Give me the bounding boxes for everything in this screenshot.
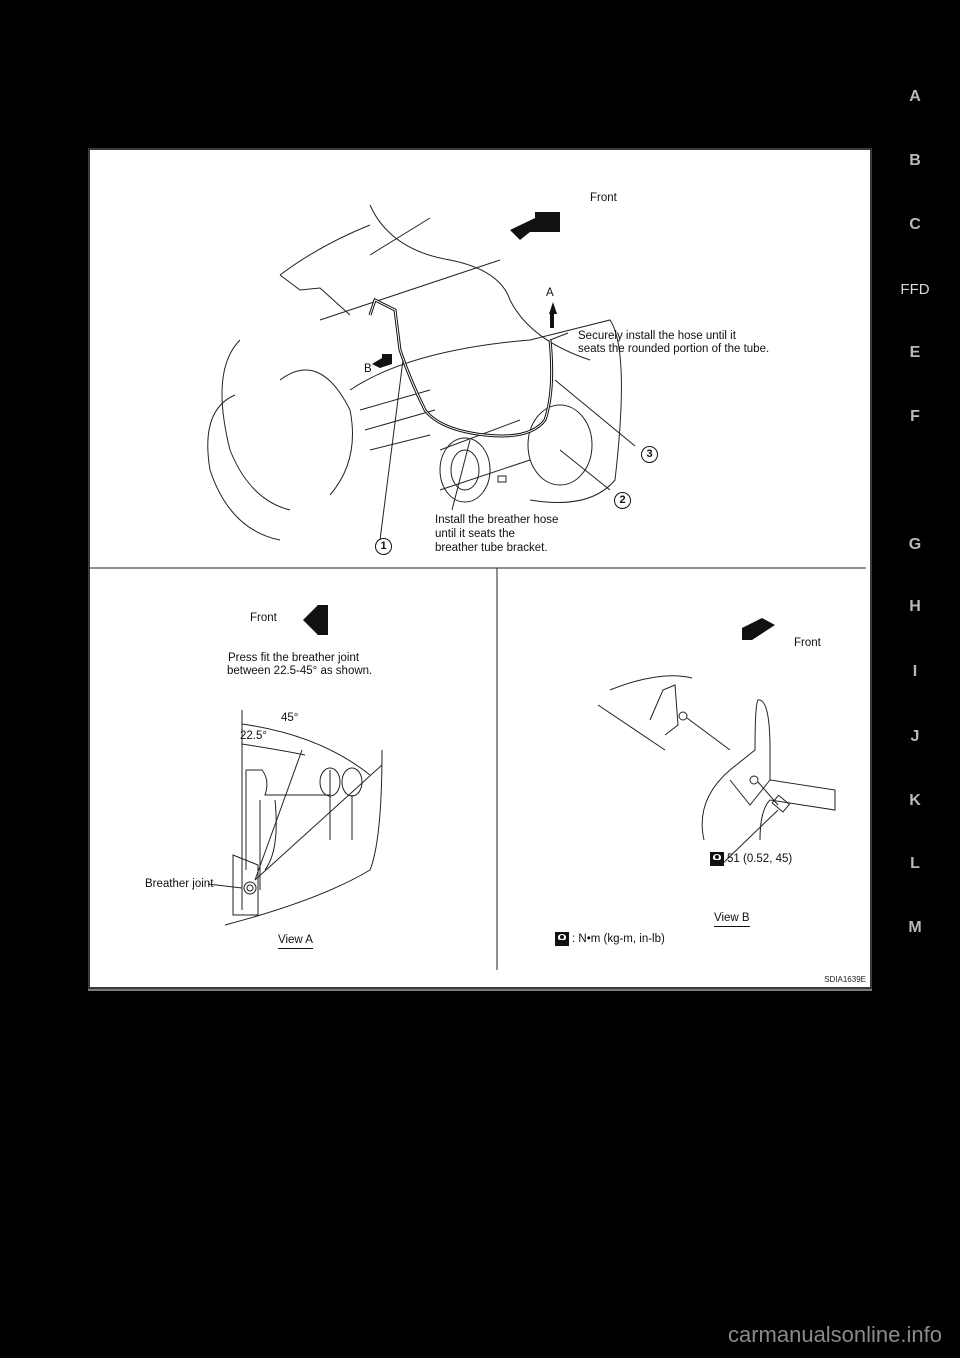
section-tab-c[interactable]: C bbox=[909, 216, 921, 233]
part-number-1: 1 bbox=[375, 538, 392, 555]
marker-b: B bbox=[364, 363, 372, 375]
view-a-title: View A bbox=[278, 934, 313, 949]
torque-wrench-icon bbox=[710, 852, 724, 866]
torque-units: : N•m (kg-m, in-lb) bbox=[572, 933, 665, 946]
marker-a: A bbox=[546, 287, 554, 299]
front-arrow-icon bbox=[510, 212, 560, 240]
section-tab-e[interactable]: E bbox=[909, 344, 921, 361]
section-tabs bbox=[870, 60, 960, 960]
section-tab-j[interactable]: J bbox=[910, 728, 920, 745]
section-tab-ffd[interactable]: FFD bbox=[900, 281, 930, 298]
torque-value: 51 (0.52, 45) bbox=[727, 853, 793, 866]
callout-hose-line2: seats the rounded portion of the tube. bbox=[578, 343, 770, 355]
front-label-view-b: Front bbox=[794, 637, 821, 649]
watermark: carmanualsonline.info bbox=[727, 1322, 942, 1347]
torque-legend bbox=[555, 932, 665, 946]
front-arrow-left-icon bbox=[303, 605, 328, 635]
view-b-title: View B bbox=[714, 912, 750, 927]
figure-id: SDIA1639E bbox=[824, 975, 866, 984]
arrow-b-icon bbox=[372, 354, 392, 368]
section-tab-b[interactable]: B bbox=[909, 152, 921, 169]
section-tab-h[interactable]: H bbox=[909, 598, 921, 615]
part-number-2: 2 bbox=[614, 492, 631, 509]
angle-45: 45° bbox=[281, 712, 299, 724]
section-tab-i[interactable]: I bbox=[912, 663, 918, 680]
callout-bracket-line2: until it seats the bbox=[435, 528, 515, 540]
section-tab-l[interactable]: L bbox=[910, 855, 920, 872]
front-label-main: Front bbox=[590, 192, 617, 204]
section-tab-m[interactable]: M bbox=[908, 919, 922, 936]
angle-22-5: 22.5° bbox=[240, 730, 267, 742]
torque-spec bbox=[710, 852, 792, 866]
section-tab-f[interactable]: F bbox=[910, 408, 920, 425]
figure-frame bbox=[88, 148, 872, 989]
front-arrow-right-icon bbox=[742, 618, 775, 640]
callout-bracket-line1: Install the breather hose bbox=[435, 514, 559, 526]
instruction-line1: Press fit the breather joint bbox=[228, 652, 360, 664]
part-number-3: 3 bbox=[641, 446, 658, 463]
section-tab-g[interactable]: G bbox=[908, 536, 922, 553]
callout-bracket-line3: breather tube bracket. bbox=[435, 542, 548, 554]
instruction-line2: between 22.5-45° as shown. bbox=[227, 665, 373, 677]
front-label-view-a: Front bbox=[250, 612, 277, 624]
callout-hose-line1: Securely install the hose until it bbox=[578, 330, 736, 342]
arrow-a-icon bbox=[549, 302, 557, 328]
section-tab-a[interactable]: A bbox=[909, 88, 921, 105]
section-tab-k[interactable]: K bbox=[909, 792, 921, 809]
torque-wrench-icon bbox=[555, 932, 569, 946]
breather-joint-label: Breather joint bbox=[145, 878, 214, 890]
